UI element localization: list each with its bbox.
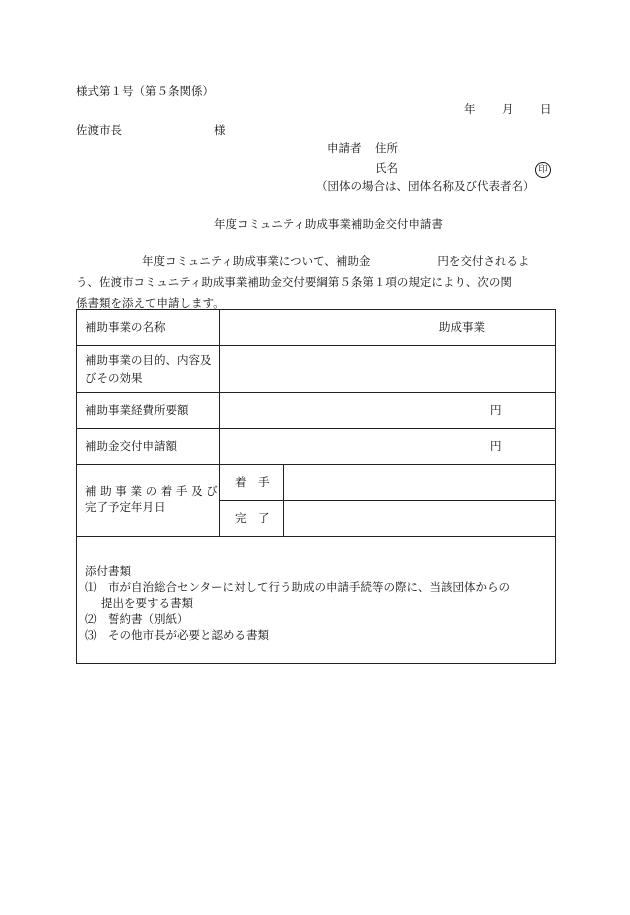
attachment-item-1: ⑴ 市が自治総合センターに対して行う助成の申請手続等の際に、当該団体からの [85,580,511,594]
address-label: 住所 [375,141,398,155]
attachment-item-1-continued: 提出を要する書類 [101,596,193,610]
group-note: （団体の場合は、団体名称及び代表者名） [316,179,535,193]
start-date-label: 着 手 [235,475,270,489]
schedule-label-line2: 完了予定年月日 [85,500,166,514]
name-label: 氏名 [375,161,398,175]
row-divider [77,536,555,537]
project-name-label: 補助事業の名称 [85,320,166,334]
row-divider [77,428,555,429]
schedule-label-line1: 補 助 事 業 の 着 手 及 び [85,484,218,498]
seal-mark: 印 [535,162,551,178]
schedule-divider [219,500,555,501]
body-line3: 係書類を添えて申請します。 [76,296,225,310]
project-name-value: 助成事業 [439,320,485,334]
body-text [76,251,556,314]
row-divider [77,345,555,346]
date-year-label: 年 [464,102,476,116]
project-cost-unit: 円 [490,403,502,417]
project-cost-label: 補助事業経費所要額 [85,403,189,417]
document-title: 年度コミュニティ助成事業補助金交付申請書 [214,217,443,231]
schedule-column-divider [283,464,284,536]
grant-amount-label: 補助金交付申請額 [85,439,177,453]
addressee-honorific: 様 [214,123,226,137]
attachment-item-3: ⑶ その他市長が必要と認める書類 [85,628,269,642]
body-part2: 円を交付されるよ [437,254,530,268]
project-purpose-label-line1: 補助事業の目的、内容及 [85,353,212,367]
body-line2: う、佐渡市コミュニティ助成事業補助金交付要綱第５条第１項の規定により、次の関 [76,275,512,289]
attachment-item-2: ⑵ 誓約書（別紙） [85,612,189,626]
applicant-label: 申請者 [327,141,362,155]
grant-amount-unit: 円 [490,439,502,453]
form-number: 様式第１号（第５条関係） [76,84,214,98]
attachments-heading: 添付書類 [85,564,131,578]
end-date-label: 完 了 [235,511,270,525]
addressee: 佐渡市長 [76,123,122,137]
project-purpose-label-line2: びその効果 [85,371,143,385]
row-divider [77,392,555,393]
column-divider [219,310,220,536]
date-month-label: 月 [502,102,514,116]
body-part1: 年度コミュニティ助成事業について、補助金 [142,254,371,268]
application-table [76,309,556,664]
date-day-label: 日 [540,102,552,116]
attachments-section [85,563,510,643]
row-divider [77,464,555,465]
